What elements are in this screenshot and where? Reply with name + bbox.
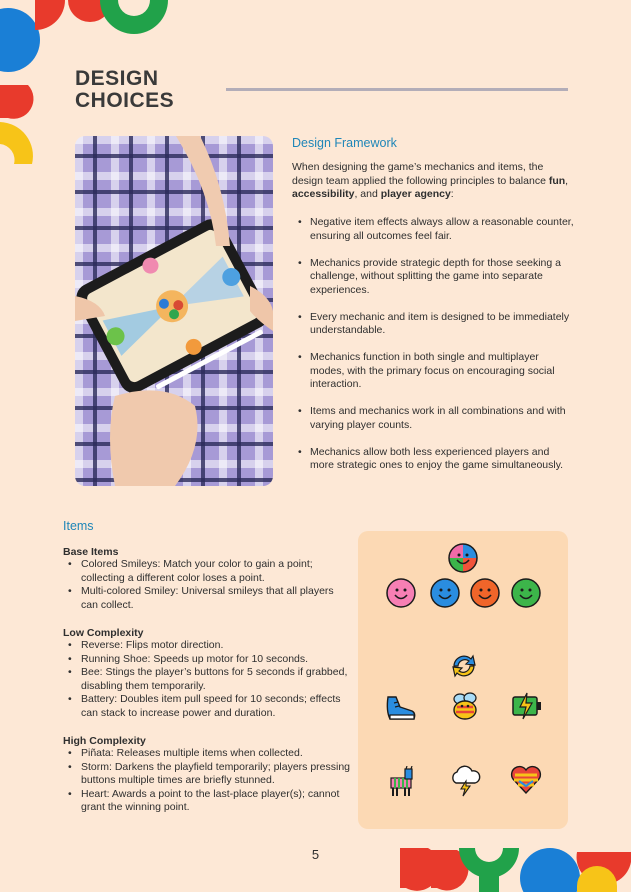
page-title: [75, 68, 174, 112]
list-item: • Battery: Doubles item pull speed for 10 seconds; effects can stack to increase power and duration.: [63, 693, 353, 720]
page-number: 5: [311, 847, 320, 862]
list-item: • Mechanics provide strategic depth for those seeking a challenge, without splitting the game into separate experiences.: [292, 257, 574, 298]
framework-intro-text: When designing the game’s mechanics and items, the design team applied the following principles to balance: [292, 161, 549, 187]
bee-icon: [448, 689, 482, 723]
framework-principles-list: [292, 216, 574, 486]
framework-intro-fun: fun: [548, 174, 566, 187]
framework-intro: [292, 161, 572, 202]
list-item: • Running Shoe: Speeds up motor for 10 seconds.: [63, 653, 353, 667]
heart-icon: [509, 763, 543, 797]
list-item: • Mechanics allow both less experienced players and more strategic ones to enjoy the game simultaneously.: [292, 446, 574, 473]
high-complexity-list: [63, 747, 353, 815]
list-item: • Multi-colored Smiley: Universal smileys that all players can collect.: [63, 585, 353, 612]
page-title-line2: CHOICES: [75, 89, 175, 112]
group-title: Low Complexity: [63, 627, 144, 639]
list-item: • Items and mechanics work in all combinations and with varying player counts.: [292, 405, 574, 432]
page-title-line1: DESIGN: [75, 67, 159, 90]
base-items-list: [63, 558, 353, 612]
framework-intro-agency: player agency: [380, 188, 451, 201]
framework-intro-accessibility: accessibility: [292, 188, 355, 201]
framework-intro-sep: , and: [354, 188, 381, 201]
items-heading: Items: [63, 519, 94, 533]
low-complexity-list: [63, 639, 353, 721]
list-item: • Reverse: Flips motor direction.: [63, 639, 353, 653]
list-item: • Colored Smileys: Match your color to gain a point; collecting a different color loses a point.: [63, 558, 353, 585]
storm-icon: [448, 763, 482, 797]
battery-icon: [510, 691, 544, 721]
base-items-section: [63, 546, 353, 612]
reverse-icon: [449, 651, 479, 681]
list-item: • Bee: Stings the player’s buttons for 5 seconds if grabbed, disabling them temporarily.: [63, 666, 353, 693]
running-shoe-icon: [384, 691, 418, 723]
framework-intro-end: :: [450, 188, 454, 201]
group-title: High Complexity: [63, 735, 146, 747]
framework-intro-sep: ,: [565, 174, 569, 187]
orange-smiley-icon: [470, 578, 500, 608]
list-item: • Storm: Darkens the playfield temporarily; players pressing buttons multiple times are briefly stunned.: [63, 761, 353, 788]
item-icons-panel: [358, 531, 568, 829]
list-item: • Piñata: Releases multiple items when collected.: [63, 747, 353, 761]
list-item: • Every mechanic and item is designed to be immediately understandable.: [292, 311, 574, 338]
list-item: • Negative item effects always allow a reasonable counter, ensuring all outcomes feel fair.: [292, 216, 574, 243]
blue-smiley-icon: [430, 578, 460, 608]
title-divider: [226, 88, 568, 91]
low-complexity-section: [63, 627, 353, 721]
pinata-icon: [385, 766, 419, 798]
list-item: • Mechanics function in both single and multiplayer modes, with the primary focus on encouraging social interaction.: [292, 351, 574, 392]
green-smiley-icon: [511, 578, 541, 608]
pink-smiley-icon: [386, 578, 416, 608]
multicolor-smiley-icon: [448, 543, 478, 573]
group-title: Base Items: [63, 546, 119, 558]
framework-heading: Design Framework: [292, 136, 397, 150]
gameplay-photo: [75, 136, 273, 486]
high-complexity-section: [63, 735, 353, 815]
list-item: • Heart: Awards a point to the last-place player(s); cannot grant the winning point.: [63, 788, 353, 815]
